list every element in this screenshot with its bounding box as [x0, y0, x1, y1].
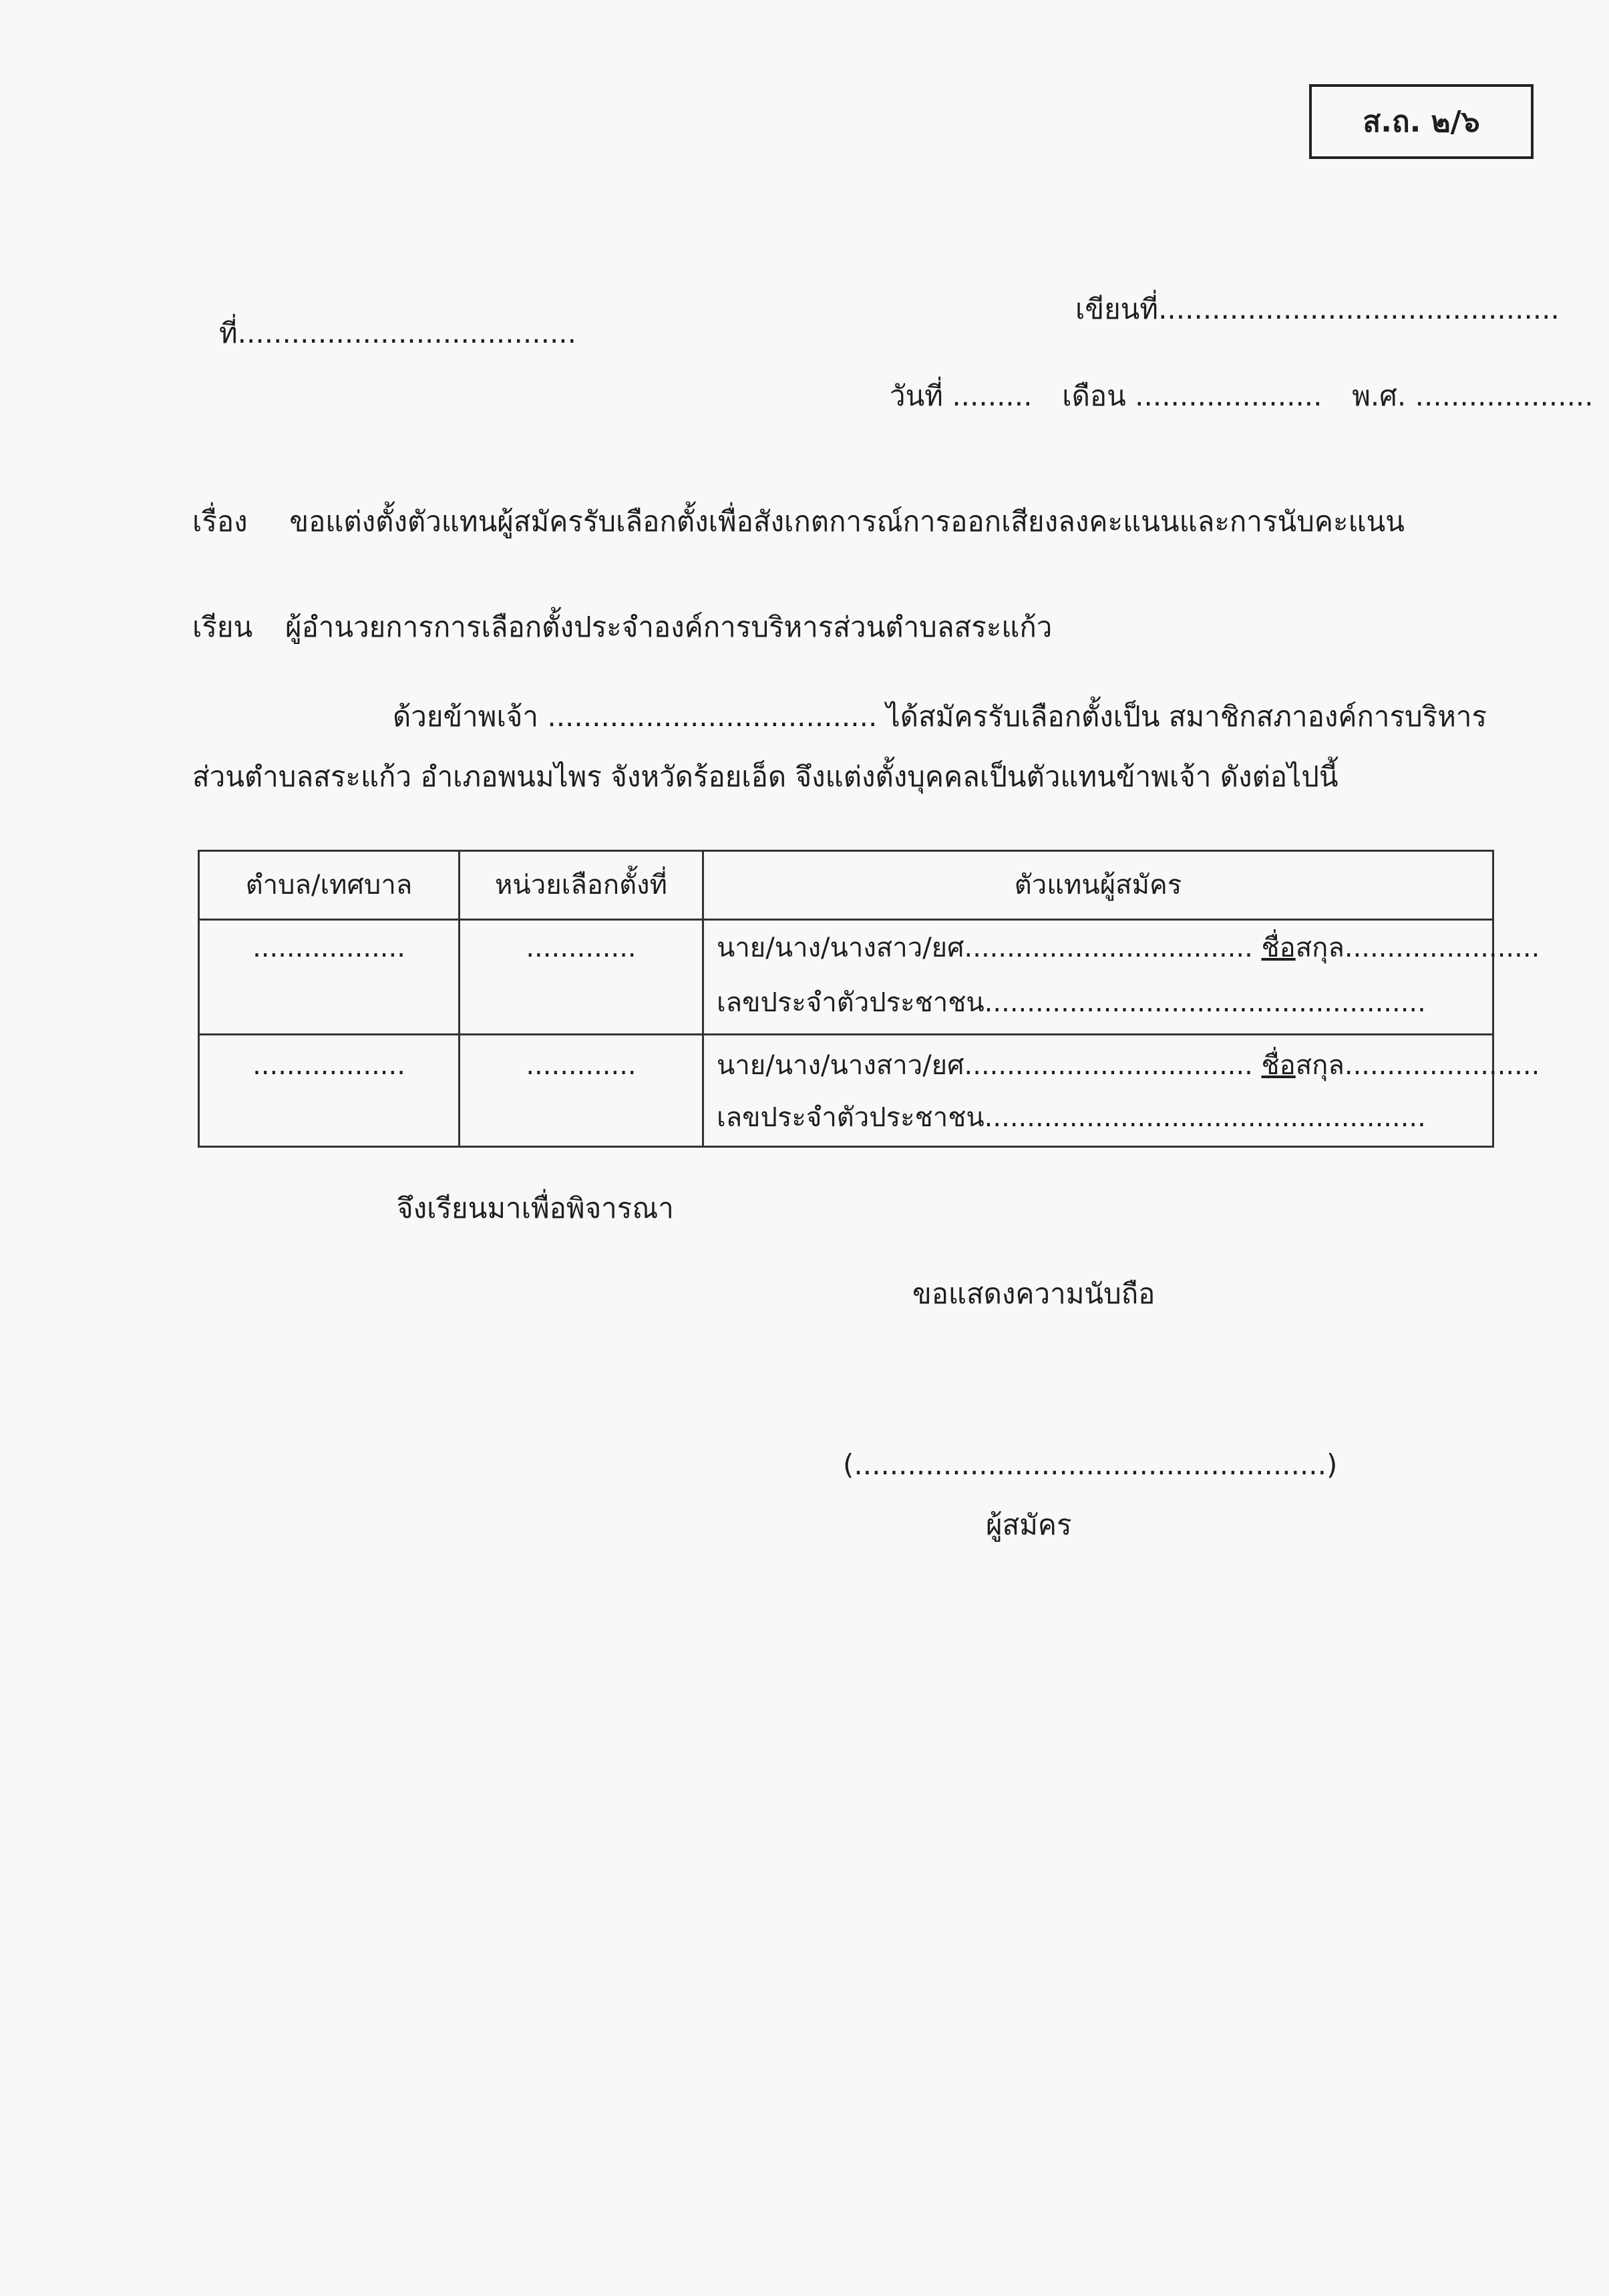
table-row-1-id-line: เลขประจำตัวประชาชน....................................................: [717, 987, 1426, 1018]
table-row-2-first-name-label: ชื่อ: [1261, 1050, 1296, 1081]
table-row-2-unit: .............: [526, 1050, 637, 1081]
table-header-representative: ตัวแทนผู้สมัคร: [1014, 870, 1182, 900]
table-row-2-id-line: เลขประจำตัวประชาชน....................................................: [717, 1102, 1426, 1133]
closing-regards: ขอแสดงความนับถือ: [912, 1277, 1155, 1310]
written-at-line: เขียนที่.............................................: [1075, 293, 1560, 325]
table-row-1-first-name-label: ชื่อ: [1261, 933, 1296, 963]
date-day: วันที่ .........: [890, 379, 1033, 412]
table-header-unit: หน่วยเลือกตั้งที่: [495, 870, 667, 900]
at-line: ที่......................................: [219, 317, 577, 349]
table-row-2-surname: สกุล.......................: [1295, 1050, 1540, 1081]
date-month: เดือน .....................: [1062, 379, 1322, 412]
subject-text: ขอแต่งตั้งตัวแทนผู้สมัครรับเลือกตั้งเพื่อสังเกตการณ์การออกเสียงลงคะแนนและการนับคะแนน: [289, 505, 1405, 538]
table-row-2-name-prefix: นาย/นาง/นางสาว/ยศ..................................: [717, 1050, 1253, 1081]
table-row-1-name-line: [717, 935, 1540, 961]
addressee-label: เรียน: [192, 611, 253, 643]
table-row-1-unit: .............: [526, 933, 637, 963]
date-line: [890, 379, 1594, 412]
form-code: ส.ถ. ๒/๖: [1363, 105, 1480, 139]
addressee-text: ผู้อำนวยการการเลือกตั้งประจำองค์การบริหารส่วนตำบลสระแก้ว: [285, 611, 1053, 643]
body-line-2: ส่วนตำบลสระแก้ว อำเภอพนมไพร จังหวัดร้อยเอ็ด จึงแต่งตั้งบุคคลเป็นตัวแทนข้าพเจ้า ดังต่อไปนี้: [192, 760, 1338, 793]
form-code-box: [1309, 84, 1534, 159]
table-header-subdistrict: ตำบล/เทศบาล: [245, 870, 413, 900]
table-row-1-subdistrict: ..................: [252, 933, 405, 963]
signer-title: ผู้สมัคร: [986, 1508, 1072, 1541]
table-row-1-name-prefix: นาย/นาง/นางสาว/ยศ..................................: [717, 933, 1253, 963]
signature-line: (.....................................................): [843, 1448, 1338, 1481]
table-divider-row: [200, 1033, 1492, 1035]
addressee-line: [192, 613, 1052, 641]
date-year: พ.ศ. ....................: [1352, 379, 1594, 412]
table-row-1-surname: สกุล.......................: [1295, 933, 1540, 963]
table-divider-header: [200, 919, 1492, 921]
subject-line: [192, 505, 1405, 538]
subject-label: เรื่อง: [192, 505, 248, 538]
table-row-2-subdistrict: ..................: [252, 1050, 405, 1081]
body-line-1: ด้วยข้าพเจ้า ..................................... ได้สมัครรับเลือกตั้งเป็น สมาชิกสภาองค์การบริหาร: [393, 700, 1487, 733]
closing-request: จึงเรียนมาเพื่อพิจารณา: [397, 1192, 674, 1224]
table-row-2-name-line: [717, 1052, 1540, 1079]
representative-table: [198, 850, 1540, 1148]
